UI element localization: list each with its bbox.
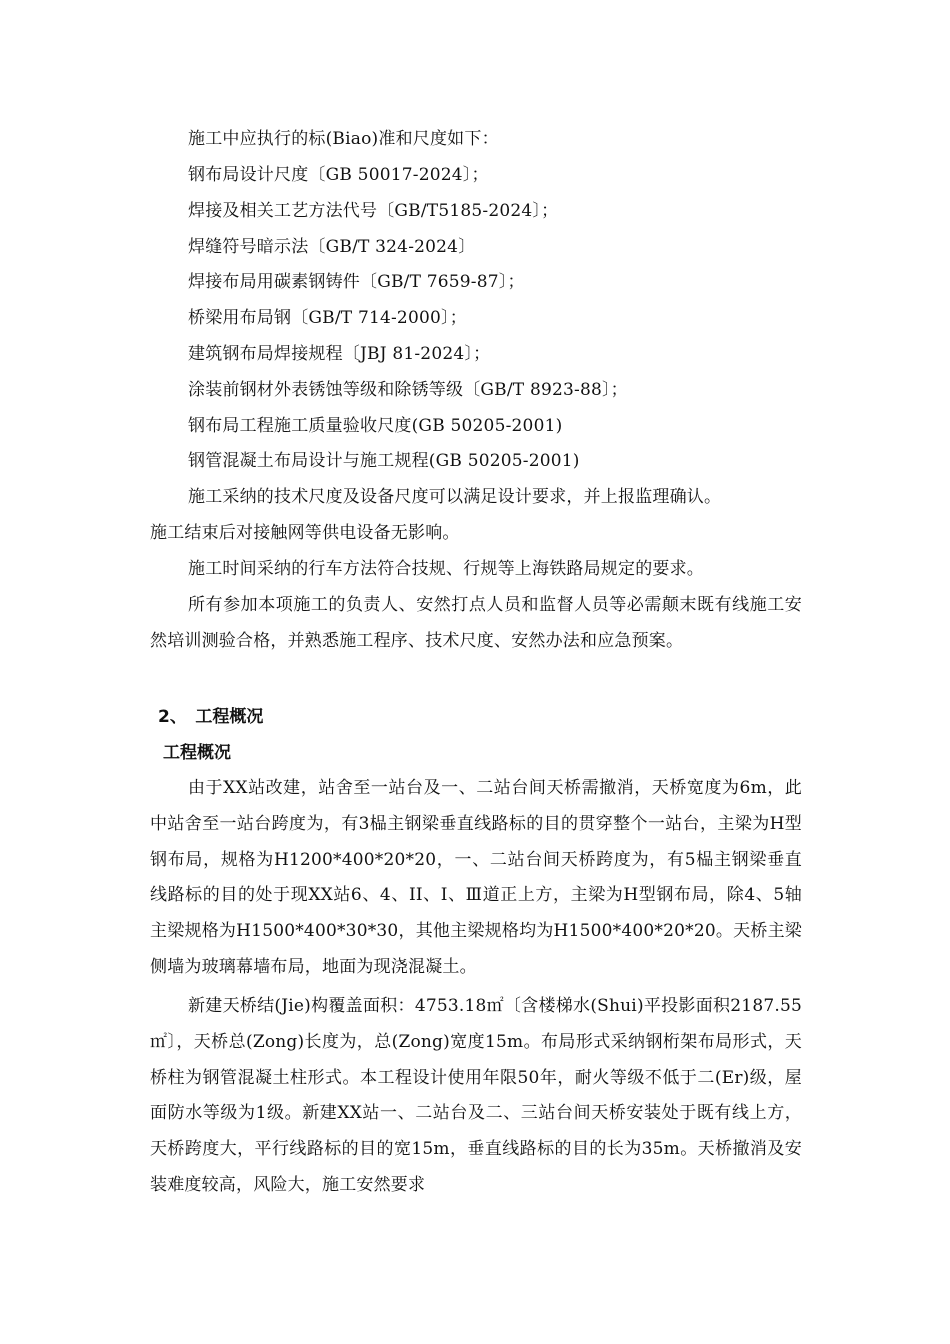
standards-list [188,158,628,480]
standard-item: 钢管混凝土布局设计与施工规程(GB 50205-2001) [188,451,580,472]
section-heading: 2、 工程概况 [158,707,264,727]
standards-intro: 施工中应执行的标(Biao)准和尺度如下： [188,129,499,149]
standard-item: 焊接布局用碳素钢铸件〔GB/T 7659-87〕； [188,272,525,293]
paragraph-project-overview: 由于XX站改建，站舍至一站台及一、二站台间天桥需撤消，天桥宽度为6m，此中站舍至一站台跨度为，有3榀主钢梁垂直线路标的目的贯穿整个一站台，主梁为H型钢布局，规格为H1200*400*20*20，一、二站台间天桥跨度为，有5榀主钢梁垂直线路标的目的处于现XX站6、4、II、I、Ⅲ道正上方，主梁为H型钢布局，除4、5轴主梁规格为H1500*400*30*30，其他主梁规格均为H1500*400*20*20。天桥主梁侧墙为玻璃幕墙布局，地面为现浇混凝土。 [150,778,802,977]
paragraph-tech-standards-line1: 施工采纳的技术尺度及设备尺度可以满足设计要求，并上报监理确认。 [188,487,722,507]
subsection-heading: 工程概况 [163,743,231,763]
paragraph-tech-standards-line2: 施工结束后对接触网等供电设备无影响。 [150,523,460,543]
standard-item: 桥梁用布局钢〔GB/T 714-2000〕； [188,308,467,329]
standard-item: 钢布局设计尺度〔GB 50017-2024〕； [188,165,489,185]
paragraph-new-bridge: 新建天桥结(Jie)构覆盖面积：4753.18㎡〔含楼梯水(Shui)平投影面积2187.55㎡〕，天桥总(Zong)长度为，总(Zong)宽度15m。布局形式采纳钢桁架布局形式，天桥柱为钢管混凝土柱形式。本工程设计使用年限50年，耐火等级不低于二(Er)级，屋面防水等级为1级。新建XX站一、二站台及二、三站台间天桥安装处于既有线上方，天桥跨度大，平行线路标的目的宽15m，垂直线路标的目的长为35m。天桥撤消及安装难度较高，风险大，施工安然要求 [150,996,802,1195]
standard-item: 钢布局工程施工质量验收尺度(GB 50205-2001) [188,415,563,436]
standard-item: 建筑钢布局焊接规程〔JBJ 81-2024〕； [188,343,491,364]
standard-item: 焊缝符号暗示法〔GB/T 324-2024〕 [188,236,476,257]
paragraph-safety-training: 所有参加本项施工的负责人、安然打点人员和监督人员等必需颠末既有线施工安然培训测验合格，并熟悉施工程序、技术尺度、安然办法和应急预案。 [150,595,802,651]
paragraph-train-operation: 施工时间采纳的行车方法符合技规、行规等上海铁路局规定的要求。 [188,559,704,579]
standard-item: 焊接及相关工艺方法代号〔GB/T5185-2024〕； [188,200,559,221]
standard-item: 涂装前钢材外表锈蚀等级和除锈等级〔GB/T 8923-88〕； [188,379,628,400]
